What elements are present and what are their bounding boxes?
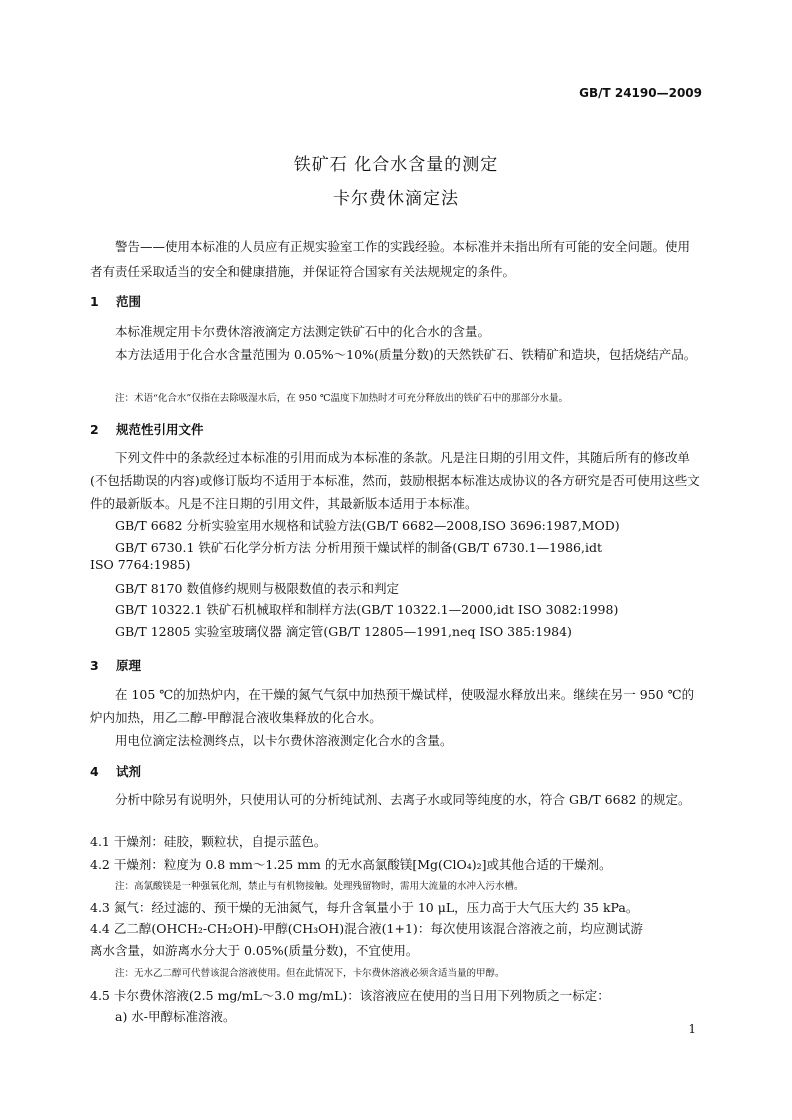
clause-4-5: 4.5 卡尔费休溶液(2.5 mg/mL～3.0 mg/mL)：该溶液应在使用的当日用下列物质之一标定：: [90, 988, 610, 1003]
clause-4-5-item-a: a) 水-甲醇标准溶液。: [115, 1009, 236, 1024]
title-line-1: 铁矿石 化合水含量的测定: [293, 155, 499, 175]
title-line-2: 卡尔费休滴定法: [333, 189, 459, 209]
section-2-paragraph-1: 下列文件中的条款经过本标准的引用而成为本标准的条款。凡是注日期的引用文件，其随后所有的修改单(不包括勘误的内容)或修订版均不适用于本标准，然而，鼓励根据本标准达成协议的各方研究是否可使用这些文件的最新版本。凡是不注日期的引用文件，其最新版本适用于本标准。: [90, 450, 700, 511]
section-1-paragraph-2: 本方法适用于化合水含量范围为 0.05%～10%(质量分数)的天然铁矿石、铁精矿和造块，包括烧结产品。: [115, 347, 697, 362]
clause-4-1: 4.1 干燥剂：硅胶，颗粒状，自提示蓝色。: [90, 834, 327, 849]
clause-4-3: 4.3 氮气：经过滤的、预干燥的无油氮气，每升含氧量小于 10 μL，压力高于大气压大约 35 kPa。: [90, 900, 639, 915]
section-3-heading: [90, 656, 141, 674]
section-3-paragraph-2: 用电位滴定法检测终点，以卡尔费休溶液测定化合水的含量。: [115, 733, 453, 748]
reference-item: GB/T 6730.1 铁矿石化学分析方法 分析用预干燥试样的制备(GB/T 6730.1—1986,idt: [115, 540, 602, 555]
section-number: 3: [90, 658, 99, 673]
clause-4-2: 4.2 干燥剂：粒度为 0.8 mm～1.25 mm 的无水高氯酸镁[Mg(ClO₄)₂]或其他合适的干燥剂。: [90, 857, 612, 872]
standard-number: GB/T 24190—2009: [579, 86, 702, 100]
reference-item: GB/T 12805 实验室玻璃仪器 滴定管(GB/T 12805—1991,neq ISO 385:1984): [115, 624, 572, 639]
page-number: 1: [688, 1022, 696, 1036]
clause-4-2-note: 注：高氯酸镁是一种强氧化剂，禁止与有机物接触。处理残留物时，需用大流量的水冲入污水槽。: [115, 881, 524, 892]
section-title: 范围: [116, 294, 142, 309]
section-number: 4: [90, 764, 99, 779]
section-4-paragraph-1: 分析中除另有说明外，只使用认可的分析纯试剂、去离子水或同等纯度的水，符合 GB/T 6682 的规定。: [115, 792, 691, 807]
reference-item-continued: ISO 7764:1985): [90, 557, 191, 572]
section-3-paragraph-1: 在 105 ℃的加热炉内，在干燥的氮气气氛中加热预干燥试样，使吸湿水释放出来。继续在另一 950 ℃的炉内加热，用乙二醇-甲醇混合液收集释放的化合水。: [90, 687, 695, 725]
section-title: 试剂: [116, 764, 142, 779]
section-1-paragraph-1: 本标准规定用卡尔费休溶液滴定方法测定铁矿石中的化合水的含量。: [115, 324, 491, 339]
section-2-heading: [90, 420, 204, 438]
section-title: 原理: [116, 658, 142, 673]
clause-4-4: 4.4 乙二醇(OHCH₂-CH₂OH)-甲醇(CH₃OH)混合液(1+1)：每次使用该混合溶液之前，均应测试游: [90, 921, 643, 936]
section-1-heading: [90, 292, 141, 310]
section-1-note: 注：术语“化合水”仅指在去除吸湿水后，在 950 ℃温度下加热时才可充分释放出的铁矿石中的那部分水量。: [115, 393, 569, 404]
section-number: 2: [90, 422, 99, 437]
reference-item: GB/T 6682 分析实验室用水规格和试验方法(GB/T 6682—2008,ISO 3696:1987,MOD): [115, 518, 620, 533]
section-title: 规范性引用文件: [116, 422, 204, 437]
clause-4-4-note: 注：无水乙二醇可代替该混合溶液使用。但在此情况下，卡尔费休溶液必须含适当量的甲醇。: [115, 968, 505, 979]
reference-item: GB/T 10322.1 铁矿石机械取样和制样方法(GB/T 10322.1—2000,idt ISO 3082:1998): [115, 602, 619, 617]
clause-4-4-continued: 离水含量，如游离水分大于 0.05%(质量分数)，不宜使用。: [90, 943, 419, 958]
reference-item: GB/T 8170 数值修约规则与极限数值的表示和判定: [115, 581, 399, 596]
warning-paragraph: 警告——使用本标准的人员应有正规实验室工作的实践经验。本标准并未指出所有可能的安全问题。使用者有责任采取适当的安全和健康措施，并保证符合国家有关法规规定的条件。: [90, 239, 691, 279]
section-4-heading: [90, 762, 141, 780]
section-number: 1: [90, 294, 99, 309]
